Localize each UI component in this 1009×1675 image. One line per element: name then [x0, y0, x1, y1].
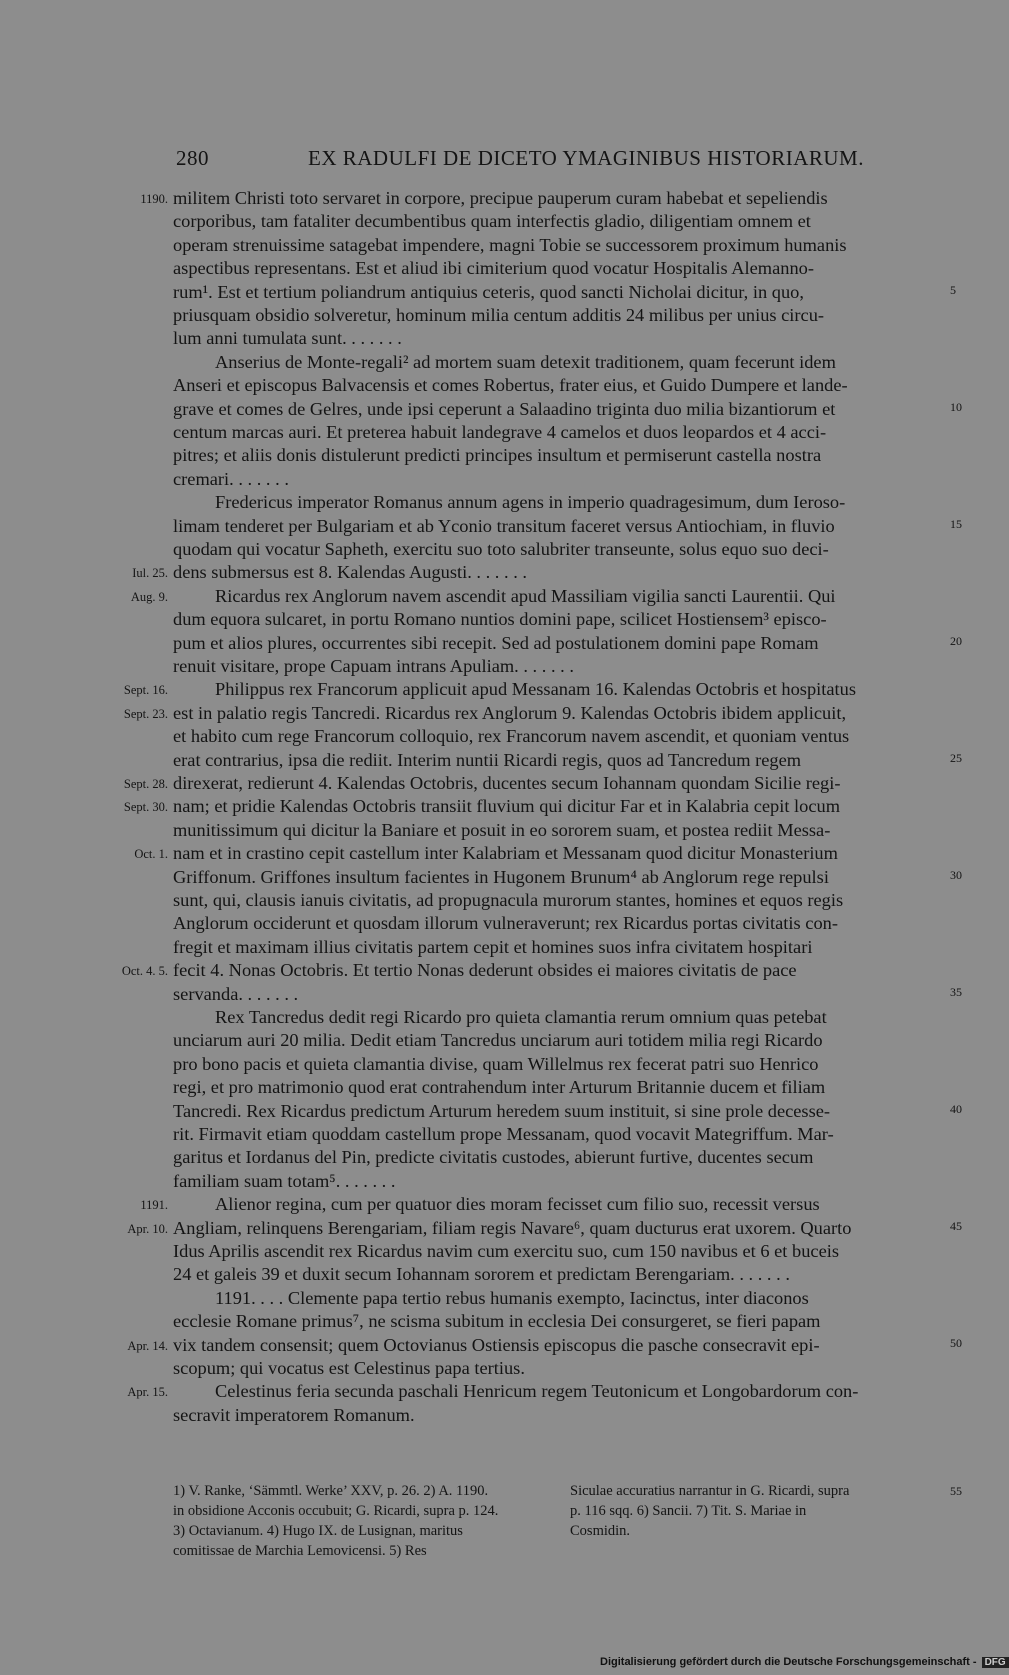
text-line: direxerat, redierunt 4. Kalendas Octobris, ducentes secum Iohannam quondam Sicilie regi- — [173, 773, 841, 793]
text-line: cremari. . . . . . . — [173, 469, 289, 489]
text-line: Angliam, relinquens Berengariam, filiam regis Navare⁶, quam ducturus erat uxorem. Quarto — [173, 1218, 852, 1238]
text-line: pitres; et aliis donis distulerunt predicti principes insultum et permiserunt castella nostra — [173, 445, 822, 465]
text-line: fregit et maximam illius civitatis partem cepit et homines suos infra civitatem hospitari — [173, 937, 813, 957]
footnote-line: Cosmidin. — [570, 1523, 631, 1539]
text-line: pro bono pacis et quieta clamantia divise, quam Willelmus rex fecerat patri suo Henrico — [173, 1054, 819, 1074]
text-line: 24 et galeis 39 et duxit secum Iohannam sororem et predictam Berengariam. . . . . . . — [173, 1264, 790, 1284]
text-line: limam tenderet per Bulgariam et ab Yconio transitum faceret versus Antiochiam, in fluvio — [173, 516, 835, 536]
text-line: aspectibus representans. Est et aliud ibi cimiterium quod vocatur Hospitalis Alemanno- — [173, 258, 814, 278]
text-line: sunt, qui, clausis ianuis civitatis, ad propugnacula murorum stantes, homines et equos regis — [173, 890, 844, 910]
margin-date: Apr. 10. — [127, 1222, 168, 1236]
text-line: familiam suam totam⁵. . . . . . . — [173, 1171, 396, 1191]
text-line: Alienor regina, cum per quatuor dies moram fecisset cum filio suo, recessit versus — [215, 1194, 820, 1214]
text-line: Anglorum occiderunt et quosdam illorum vulneraverunt; rex Ricardus portas civitatis con- — [173, 913, 838, 933]
text-line: servanda. . . . . . . — [173, 984, 299, 1004]
text-line: rit. Firmavit etiam quoddam castellum prope Messanam, quod vocavit Mategriffum. Mar- — [173, 1124, 834, 1144]
text-line: quodam qui vocatur Sapheth, exercitu suo toto salubriter transeunte, solus equo suo deci- — [173, 539, 829, 559]
text-line: secravit imperatorem Romanum. — [173, 1405, 415, 1425]
text-line: grave et comes de Gelres, unde ipsi ceperunt a Salaadino triginta duo milia bizantiorum et — [173, 399, 836, 419]
text-line: Griffonum. Griffones insultum facientes in Hugonem Brunum⁴ ab Anglorum rege repulsi — [173, 867, 829, 887]
text-line: dens submersus est 8. Kalendas Augusti. . . . . . . — [173, 562, 527, 582]
text-line: centum marcas auri. Et preterea habuit landegrave 4 camelos et duos leopardos et 4 acci- — [173, 422, 827, 442]
line-number: 35 — [950, 985, 962, 999]
text-line: unciarum auri 20 milia. Dedit etiam Tancredus unciarum auri totidem milia regi Ricardo — [173, 1030, 823, 1050]
text-line: Rex Tancredus dedit regi Ricardo pro quieta clamantia rerum omnium quas petebat — [215, 1007, 827, 1027]
footnote-line: comitissae de Marchia Lemovicensi. 5) Res — [173, 1543, 427, 1559]
text-line: scopum; qui vocatus est Celestinus papa tertius. — [173, 1358, 525, 1378]
text-line: garitus et Iordanus del Pin, predicte civitatis custodes, abierunt furtive, ducentes secum — [173, 1147, 814, 1167]
line-number: 20 — [950, 634, 962, 648]
running-title: EX RADULFI DE DICETO YMAGINIBUS HISTORIARUM. — [308, 146, 864, 170]
text-line: 1191. . . . Clemente papa tertio rebus humanis exempto, Iacinctus, inter diaconos — [215, 1288, 809, 1308]
footnote-line: Siculae accuratius narrantur in G. Ricardi, supra — [570, 1483, 850, 1499]
text-line: Celestinus feria secunda paschali Henricum regem Teutonicum et Longobardorum con- — [215, 1381, 859, 1401]
text-line: Anserius de Monte-regali² ad mortem suam detexit traditionem, quam fecerunt idem — [215, 352, 836, 372]
text-line: fecit 4. Nonas Octobris. Et tertio Nonas dederunt obsides ei maiores civitatis de pace — [173, 960, 797, 980]
margin-date: Iul. 25. — [132, 566, 168, 580]
dfg-logo: DFG — [982, 1657, 1009, 1668]
text-line: dum equora sulcaret, in portu Romano nuntios domini pape, scilicet Hostiensem³ episco- — [173, 609, 827, 629]
margin-date: Sept. 28. — [123, 777, 168, 791]
line-number: 10 — [950, 400, 962, 414]
text-line: erat contrarius, ipsa die rediit. Interim nuntii Ricardi regis, quos ad Tancredum regem — [173, 750, 802, 770]
margin-date: Apr. 14. — [127, 1339, 168, 1353]
line-number: 45 — [950, 1219, 962, 1233]
text-line: Ricardus rex Anglorum navem ascendit apud Massiliam vigilia sancti Laurentii. Qui — [215, 586, 836, 606]
text-line: rum¹. Est et tertium poliandrum antiquius ceteris, quod sancti Nicholai dicitur, in quo, — [173, 282, 804, 302]
footnote-line: p. 116 sqq. 6) Sancii. 7) Tit. S. Mariae in — [570, 1503, 807, 1519]
text-line: corporibus, tam fataliter decumbentibus quam interfectis gladio, diligentiam omnem et — [173, 211, 811, 231]
margin-date: Oct. 1. — [134, 847, 168, 861]
margin-date: 1191. — [140, 1198, 168, 1212]
text-line: Idus Aprilis ascendit rex Ricardus navim cum exercitu suo, cum 150 navibus et 6 et buceis — [173, 1241, 839, 1261]
text-line: pum et alios plures, occurrentes sibi recepit. Sed ad postulationem domini pape Romam — [173, 633, 819, 653]
text-line: Anseri et episcopus Balvacensis et comes Robertus, frater eius, et Guido Dumpere et lande- — [173, 375, 848, 395]
text-line: et habito cum rege Francorum colloquio, rex Francorum navem ascendit, et quoniam ventus — [173, 726, 850, 746]
footnote-line: 1) V. Ranke, ‘Sämmtl. Werke’ XXV, p. 26. 2) A. 1190. — [173, 1483, 489, 1499]
text-line: regi, et pro matrimonio quod erat contrahendum inter Arturum Britannie ducem et filiam — [173, 1077, 826, 1097]
text-line: Philippus rex Francorum applicuit apud Messanam 16. Kalendas Octobris et hospitatus — [215, 679, 857, 699]
margin-date: Apr. 15. — [127, 1385, 168, 1399]
margin-date: Sept. 16. — [123, 683, 168, 697]
margin-date: Oct. 4. 5. — [121, 964, 168, 978]
text-line: munitissimum qui dicitur la Baniare et posuit in eo sororem suam, et postea rediit Messa- — [173, 820, 831, 840]
text-line: Tancredi. Rex Ricardus predictum Arturum heredem suum instituit, si sine prole decesse- — [173, 1101, 831, 1121]
text-line: nam; et pridie Kalendas Octobris transiit fluvium qui dicitur Far et in Kalabria cepit locum — [173, 796, 840, 816]
margin-date: Sept. 23. — [123, 707, 168, 721]
footnote-line: in obsidione Acconis occubuit; G. Ricardi, supra p. 124. — [173, 1503, 499, 1519]
line-number: 5 — [950, 283, 956, 297]
page-number: 280 — [176, 146, 209, 170]
text-line: lum anni tumulata sunt. . . . . . . — [173, 328, 402, 348]
line-number: 30 — [950, 868, 962, 882]
line-number: 40 — [950, 1102, 962, 1116]
digitization-credit — [600, 1656, 1009, 1668]
text-line: renuit visitare, prope Capuam intrans Apuliam. . . . . . . — [173, 656, 574, 676]
line-number: 50 — [950, 1336, 962, 1350]
line-number: 55 — [950, 1484, 962, 1498]
line-number: 25 — [950, 751, 962, 765]
margin-date: Sept. 30. — [123, 800, 168, 814]
text-line: Fredericus imperator Romanus annum agens in imperio quadragesimum, dum Ieroso- — [215, 492, 846, 512]
text-line: ecclesie Romane primus⁷, ne scisma subitum in ecclesia Dei consurgeret, se fieri papam — [173, 1311, 821, 1331]
text-line: militem Christi toto servaret in corpore, precipue pauperum curam habebat et sepeliendis — [173, 188, 828, 208]
text-line: est in palatio regis Tancredi. Ricardus rex Anglorum 9. Kalendas Octobris ibidem applicuit, — [173, 703, 847, 723]
margin-date: 1190. — [140, 192, 168, 206]
margin-date: Aug. 9. — [130, 590, 168, 604]
text-line: priusquam obsidio solveretur, hominum milia centum additis 24 milibus per unius circu- — [173, 305, 825, 325]
credit-text: Digitalisierung gefördert durch die Deutsche Forschungsgemeinschaft - — [600, 1656, 977, 1668]
text-line: operam strenuissime satagebat impendere, magni Tobie se successorem proximum humanis — [173, 235, 847, 255]
text-line: nam et in crastino cepit castellum inter Kalabriam et Messanam quod dicitur Monasterium — [173, 843, 838, 863]
footnote-line: 3) Octavianum. 4) Hugo IX. de Lusignan, maritus — [173, 1523, 463, 1539]
line-number: 15 — [950, 517, 962, 531]
text-line: vix tandem consensit; quem Octovianus Ostiensis episcopus die pasche consecravit epi- — [173, 1335, 820, 1355]
